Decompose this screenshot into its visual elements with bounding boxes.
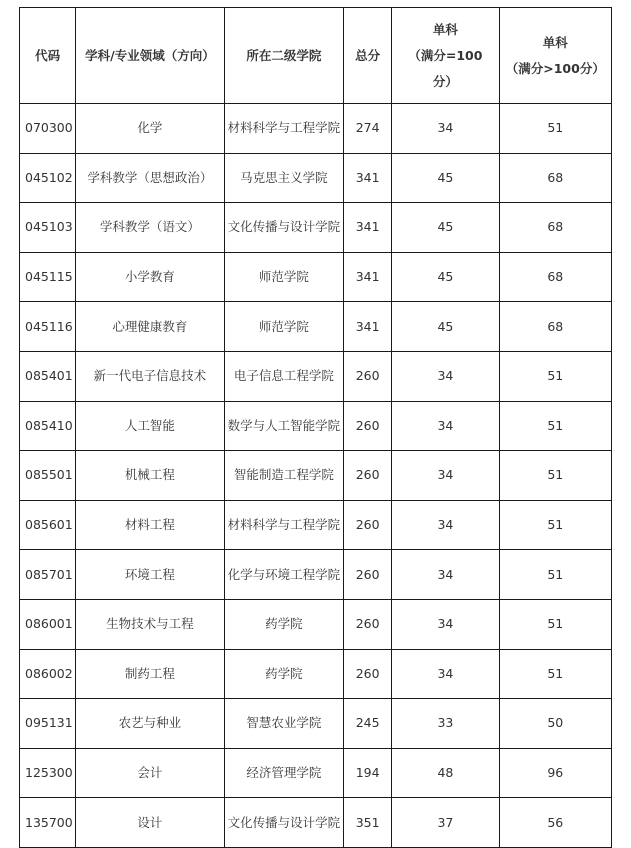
cell-single-over-100: 96: [499, 748, 611, 798]
cell-single-over-100: 51: [499, 599, 611, 649]
cell-major: 新一代电子信息技术: [76, 351, 225, 401]
cell-single-100: 45: [392, 153, 499, 203]
header-major: 学科/专业领域（方向）: [76, 8, 225, 104]
cell-code: 085501: [20, 451, 76, 501]
score-line-table: [19, 7, 612, 848]
cell-major: 机械工程: [76, 451, 225, 501]
table-row: [20, 699, 612, 749]
cell-total-score: 341: [344, 302, 392, 352]
cell-single-over-100: 51: [499, 649, 611, 699]
header-single-over-100: [499, 8, 611, 104]
table-row: [20, 599, 612, 649]
cell-single-over-100: 51: [499, 104, 611, 154]
header-row: [20, 8, 612, 104]
header-single-100-line2: （满分=100: [408, 47, 483, 63]
cell-major: 生物技术与工程: [76, 599, 225, 649]
cell-school: 文化传播与设计学院: [224, 798, 343, 848]
cell-single-100: 45: [392, 252, 499, 302]
cell-single-100: 45: [392, 203, 499, 253]
cell-major: 设计: [76, 798, 225, 848]
cell-total-score: 260: [344, 550, 392, 600]
cell-school: 药学院: [224, 649, 343, 699]
header-single-100-line1: 单科: [432, 21, 458, 37]
cell-single-100: 34: [392, 104, 499, 154]
cell-school: 化学与环境工程学院: [224, 550, 343, 600]
cell-school: 药学院: [224, 599, 343, 649]
cell-code: 086002: [20, 649, 76, 699]
header-single-over-100-line1: 单科: [542, 34, 568, 50]
cell-single-over-100: 51: [499, 550, 611, 600]
cell-major: 人工智能: [76, 401, 225, 451]
table-row: [20, 401, 612, 451]
cell-code: 045102: [20, 153, 76, 203]
cell-major: 学科教学（思想政治）: [76, 153, 225, 203]
cell-total-score: 260: [344, 351, 392, 401]
cell-single-100: 33: [392, 699, 499, 749]
cell-code: 085701: [20, 550, 76, 600]
cell-single-100: 34: [392, 500, 499, 550]
table-row: [20, 798, 612, 848]
table-row: [20, 550, 612, 600]
cell-major: 心理健康教育: [76, 302, 225, 352]
cell-major: 小学教育: [76, 252, 225, 302]
cell-single-100: 34: [392, 599, 499, 649]
cell-single-over-100: 50: [499, 699, 611, 749]
cell-total-score: 194: [344, 748, 392, 798]
cell-school: 经济管理学院: [224, 748, 343, 798]
cell-single-over-100: 68: [499, 252, 611, 302]
cell-school: 马克思主义学院: [224, 153, 343, 203]
cell-single-100: 34: [392, 649, 499, 699]
cell-single-100: 34: [392, 451, 499, 501]
cell-single-100: 48: [392, 748, 499, 798]
cell-single-100: 34: [392, 401, 499, 451]
cell-school: 智能制造工程学院: [224, 451, 343, 501]
cell-school: 智慧农业学院: [224, 699, 343, 749]
header-single-100: [392, 8, 499, 104]
cell-code: 045116: [20, 302, 76, 352]
cell-single-100: 45: [392, 302, 499, 352]
cell-total-score: 245: [344, 699, 392, 749]
cell-total-score: 341: [344, 252, 392, 302]
header-code: 代码: [20, 8, 76, 104]
cell-single-over-100: 56: [499, 798, 611, 848]
cell-code: 070300: [20, 104, 76, 154]
cell-school: 数学与人工智能学院: [224, 401, 343, 451]
cell-total-score: 260: [344, 649, 392, 699]
cell-total-score: 341: [344, 153, 392, 203]
header-single-over-100-line2: （满分>100分）: [505, 60, 605, 76]
cell-total-score: 260: [344, 451, 392, 501]
cell-code: 125300: [20, 748, 76, 798]
table-row: [20, 451, 612, 501]
header-total: 总分: [344, 8, 392, 104]
cell-total-score: 341: [344, 203, 392, 253]
cell-major: 学科教学（语文）: [76, 203, 225, 253]
cell-school: 材料科学与工程学院: [224, 500, 343, 550]
cell-total-score: 260: [344, 500, 392, 550]
cell-single-100: 34: [392, 550, 499, 600]
cell-major: 环境工程: [76, 550, 225, 600]
cell-code: 045115: [20, 252, 76, 302]
header-single-100-line3: 分）: [432, 73, 458, 89]
table-row: [20, 351, 612, 401]
table-row: [20, 203, 612, 253]
table-row: [20, 153, 612, 203]
cell-major: 农艺与种业: [76, 699, 225, 749]
cell-school: 师范学院: [224, 302, 343, 352]
cell-total-score: 260: [344, 401, 392, 451]
cell-code: 095131: [20, 699, 76, 749]
cell-single-over-100: 51: [499, 351, 611, 401]
cell-single-over-100: 68: [499, 153, 611, 203]
cell-school: 电子信息工程学院: [224, 351, 343, 401]
cell-single-100: 37: [392, 798, 499, 848]
table-body: [20, 104, 612, 848]
table-row: [20, 500, 612, 550]
cell-major: 化学: [76, 104, 225, 154]
cell-major: 材料工程: [76, 500, 225, 550]
cell-total-score: 274: [344, 104, 392, 154]
cell-code: 045103: [20, 203, 76, 253]
cell-single-100: 34: [392, 351, 499, 401]
cell-major: 会计: [76, 748, 225, 798]
cell-single-over-100: 68: [499, 203, 611, 253]
cell-school: 师范学院: [224, 252, 343, 302]
cell-single-over-100: 51: [499, 500, 611, 550]
cell-code: 085401: [20, 351, 76, 401]
table-row: [20, 252, 612, 302]
table-row: [20, 748, 612, 798]
cell-single-over-100: 51: [499, 401, 611, 451]
cell-school: 文化传播与设计学院: [224, 203, 343, 253]
cell-major: 制药工程: [76, 649, 225, 699]
cell-code: 085601: [20, 500, 76, 550]
cell-school: 材料科学与工程学院: [224, 104, 343, 154]
table-row: [20, 649, 612, 699]
table-row: [20, 302, 612, 352]
header-school: 所在二级学院: [224, 8, 343, 104]
cell-code: 085410: [20, 401, 76, 451]
cell-code: 086001: [20, 599, 76, 649]
cell-single-over-100: 51: [499, 451, 611, 501]
cell-total-score: 260: [344, 599, 392, 649]
cell-single-over-100: 68: [499, 302, 611, 352]
table-row: [20, 104, 612, 154]
cell-code: 135700: [20, 798, 76, 848]
cell-total-score: 351: [344, 798, 392, 848]
